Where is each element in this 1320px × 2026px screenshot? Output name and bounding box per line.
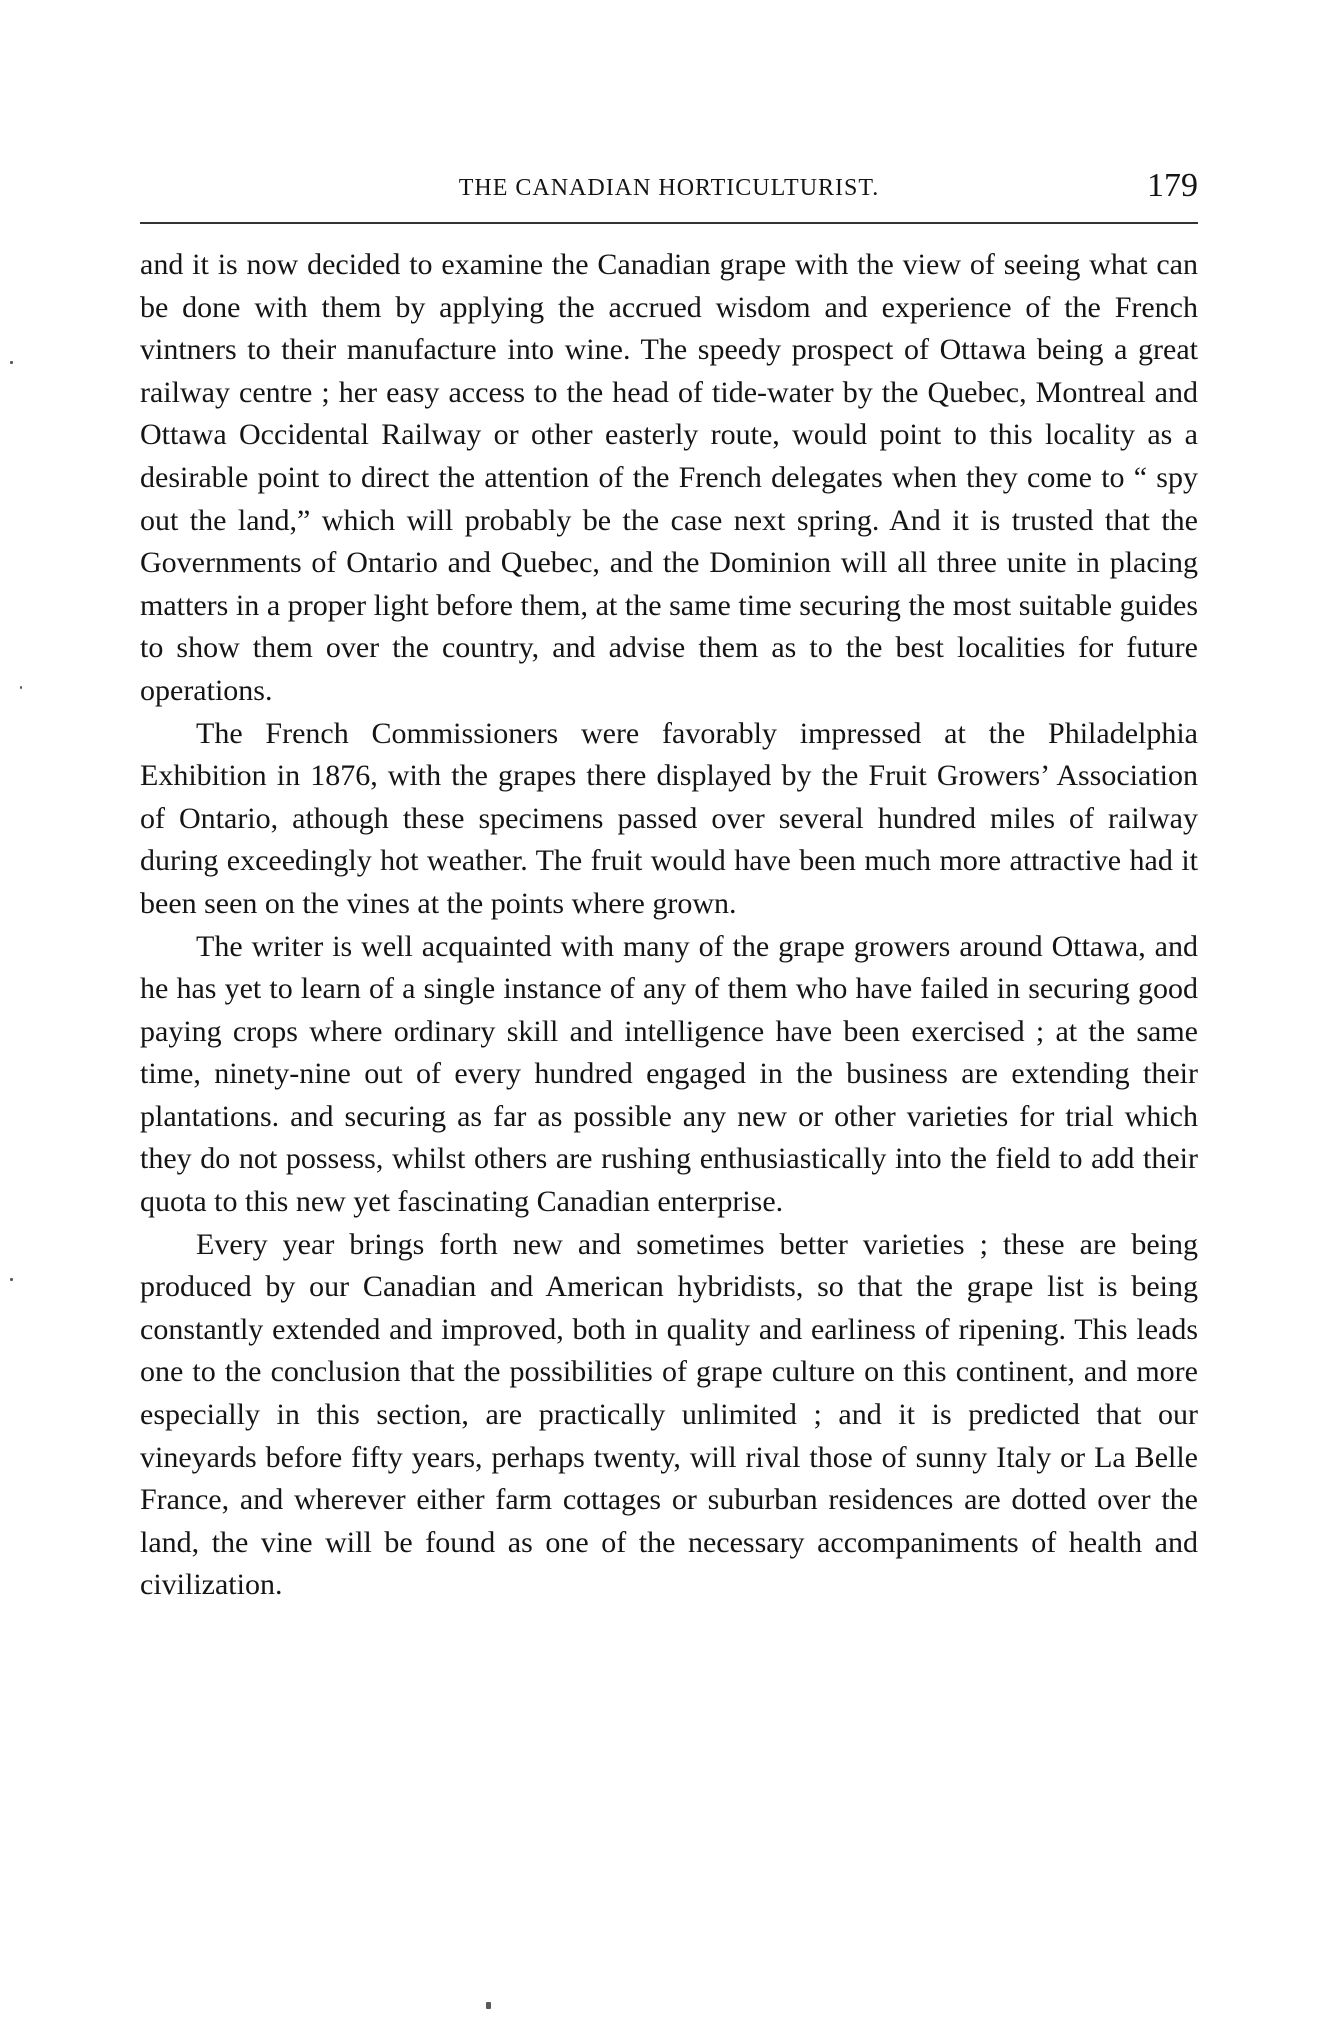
header-rule: [140, 222, 1198, 224]
article-body: [140, 244, 1198, 1607]
paragraph: The writer is well acquainted with many of the grape growers around Ottawa, and he has yet to learn of a single instance of any of them who have failed in securing good paying crops where ordinary skill and intelligence have been exercised ; at the same time, ninety-nine out of every hundred engaged in the business are extending their plantations. and securing as far as possible any new or other varieties for trial which they do not possess, whilst others are rushing enthusiastically into the field to add their quota to this new yet fascinating Canadian enterprise.: [140, 929, 1198, 1219]
scan-speck: [20, 686, 22, 689]
page-header: [140, 168, 1198, 208]
scan-speck: [10, 1278, 13, 1281]
page-number: 179: [1147, 167, 1198, 204]
paragraph: and it is now decided to examine the Canadian grape with the view of seeing what can be done with them by applying the accrued wisdom and experience of the French vintners to their manufacture into wine. The speedy prospect of Ottawa being a great railway centre ; her easy access to the head of tide-water by the Quebec, Montreal and Ottawa Occidental Railway or other easterly route, would point to this locality as a desirable point to direct the attention of the French delegates when they come to “ spy out the land,” which will probably be the case next spring. And it is trusted that the Governments of Ontario and Quebec, and the Dominion will all three unite in placing matters in a proper light before them, at the same time securing the most suitable guides to show them over the country, and advise them as to the best localities for future operations.: [140, 248, 1198, 707]
paragraph: Every year brings forth new and sometimes better varieties ; these are being produced by our Canadian and American hybridists, so that the grape list is being constantly extended and improved, both in quality and earliness of ripening. This leads one to the conclusion that the possibilities of grape culture on this continent, and more especially in this section, are practically unlimited ; and it is predicted that our vineyards before fifty years, perhaps twenty, will rival those of sunny Italy or La Belle France, and wherever either farm cottages or suburban residences are dotted over the land, the vine will be found as one of the necessary accompaniments of health and civilization.: [140, 1227, 1198, 1602]
scan-speck: [486, 2002, 491, 2009]
scan-speck: [10, 361, 13, 364]
running-title: THE CANADIAN HORTICULTURIST.: [458, 175, 880, 201]
paragraph: The French Commissioners were favorably impressed at the Philadelphia Exhibition in 1876, with the grapes there displayed by the Fruit Growers’ Association of Ontario, athough these specimens passed over several hundred miles of railway during exceedingly hot weather. The fruit would have been much more attractive had it been seen on the vines at the points where grown.: [140, 716, 1198, 920]
